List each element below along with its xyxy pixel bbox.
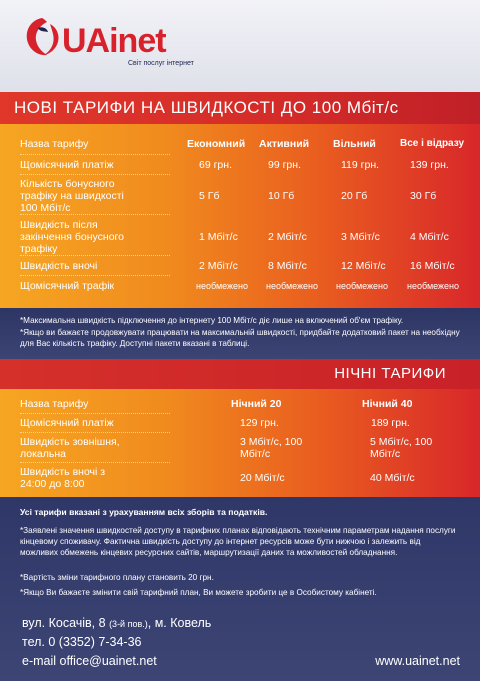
row-label: Швидкість зовнішня, локальна (20, 436, 120, 460)
cell-value: 2 Мбіт/с (199, 260, 238, 272)
divider (20, 154, 170, 155)
note-text: *Вартість зміни тарифного плану становить 20 грн. (20, 573, 214, 582)
section1-title: НОВІ ТАРИФИ НА ШВИДКОСТІ ДО 100 Мбіт/с (0, 92, 480, 124)
row-label: Щомісячний платіж (20, 159, 114, 171)
cell-value: 40 Мбіт/с (370, 472, 415, 484)
logo-slogan: Світ послуг інтернет (128, 60, 194, 67)
divider (20, 275, 170, 276)
row-label: Швидкість вночі з 24:00 до 8:00 (20, 466, 106, 490)
cell-value: 16 Мбіт/с (410, 260, 455, 272)
cell-value: 20 Мбіт/с (240, 472, 285, 484)
note-text: *Якщо Ви бажаєте змінити свій тарифний план, Ви можете зробити це в Особистому кабінеті. (20, 588, 377, 597)
column-header: Нічний 40 (362, 398, 413, 410)
note-text: *Якщо ви бажаєте продовжувати працювати на максимальній швидкості, придбайте додатковий пакет на необхідну для Вас кількість трафіку. Доступні пакети вказані в таблиці. (20, 328, 460, 348)
row-label: Швидкість вночі (20, 260, 98, 272)
divider (20, 174, 170, 175)
address-floor: (3-й пов.) (109, 619, 148, 629)
row-label: Щомісячний трафік (20, 280, 115, 292)
divider (20, 432, 170, 433)
cell-value: 8 Мбіт/с (268, 260, 307, 272)
cell-value: 69 грн. (199, 159, 232, 171)
night-tariffs-table (0, 389, 480, 497)
column-header: Нічний 20 (231, 398, 282, 410)
cell-value: 10 Гб (268, 190, 295, 202)
address (22, 616, 211, 630)
cell-value: 129 грн. (240, 417, 279, 429)
cell-value: необмежено (407, 281, 460, 291)
column-header: Економний (187, 138, 246, 150)
row-label: Щомісячний платіж (20, 417, 114, 429)
phone: тел. 0 (3352) 7-34-36 (22, 635, 142, 649)
cell-value: необмежено (266, 281, 319, 291)
header (0, 0, 480, 92)
divider (20, 462, 170, 463)
logo-text: UAinet (62, 22, 166, 60)
cell-value: необмежено (336, 281, 389, 291)
note-text: *Заявлені значення швидкостей доступу в тарифних планах відповідають технічним параметрам надання послуги кінцевому споживачу. Фактична швидкість доступу до інтернет ресурсів може бути нижчою і залежить від можливих обмежень кінцевих ресурсних сайтів, маршрутизації даних та можливостей обладнання. (20, 526, 456, 557)
cell-value: 99 грн. (268, 159, 301, 171)
cell-value: 119 грн. (341, 159, 380, 171)
column-header: Назва тарифу (20, 398, 89, 410)
address-street: вул. Косачів, 8 (22, 616, 106, 630)
website-link[interactable]: www.uainet.net (375, 654, 460, 668)
note-text: *Максимальна швидкість підключення до інтернету 100 Мбіт/с діє лише на включений об'єм трафіку. (20, 316, 404, 325)
section1-notes (0, 308, 480, 359)
row-label: Кількість бонусного трафіку на швидкості 100 Мбіт/с (20, 178, 124, 214)
cell-value: 2 Мбіт/с (268, 231, 307, 243)
cell-value: необмежено (196, 281, 249, 291)
cell-value: 4 Мбіт/с (410, 231, 449, 243)
cell-value: 5 Гб (199, 190, 220, 202)
divider (20, 214, 170, 215)
cell-value: 3 Мбіт/с (341, 231, 380, 243)
divider (20, 413, 170, 414)
row-label: Швидкість після закінчення бонусного трафіку (20, 219, 125, 255)
cell-value: 3 Мбіт/с, 100 Мбіт/с (240, 436, 303, 460)
column-header: Все і відразу (400, 138, 465, 149)
tariffs-table (0, 124, 480, 308)
cell-value: 189 грн. (371, 417, 410, 429)
column-header: Вільний (333, 138, 376, 150)
globe-logo-icon (20, 14, 66, 60)
taxes-note: Усі тарифи вказані з урахуванням всіх зборів та податків. (20, 507, 268, 517)
cell-value: 30 Гб (410, 190, 437, 202)
address-city: , м. Ковель (147, 616, 212, 630)
cell-value: 5 Мбіт/с, 100 Мбіт/с (370, 436, 433, 460)
cell-value: 139 грн. (410, 159, 449, 171)
column-header: Активний (259, 138, 310, 150)
divider (20, 255, 170, 256)
section2-title: НІЧНІ ТАРИФИ (0, 359, 480, 389)
cell-value: 12 Мбіт/с (341, 260, 386, 272)
column-header: Назва тарифу (20, 138, 89, 150)
cell-value: 20 Гб (341, 190, 368, 202)
email[interactable]: e-mail office@uainet.net (22, 654, 157, 668)
cell-value: 1 Мбіт/с (199, 231, 238, 243)
